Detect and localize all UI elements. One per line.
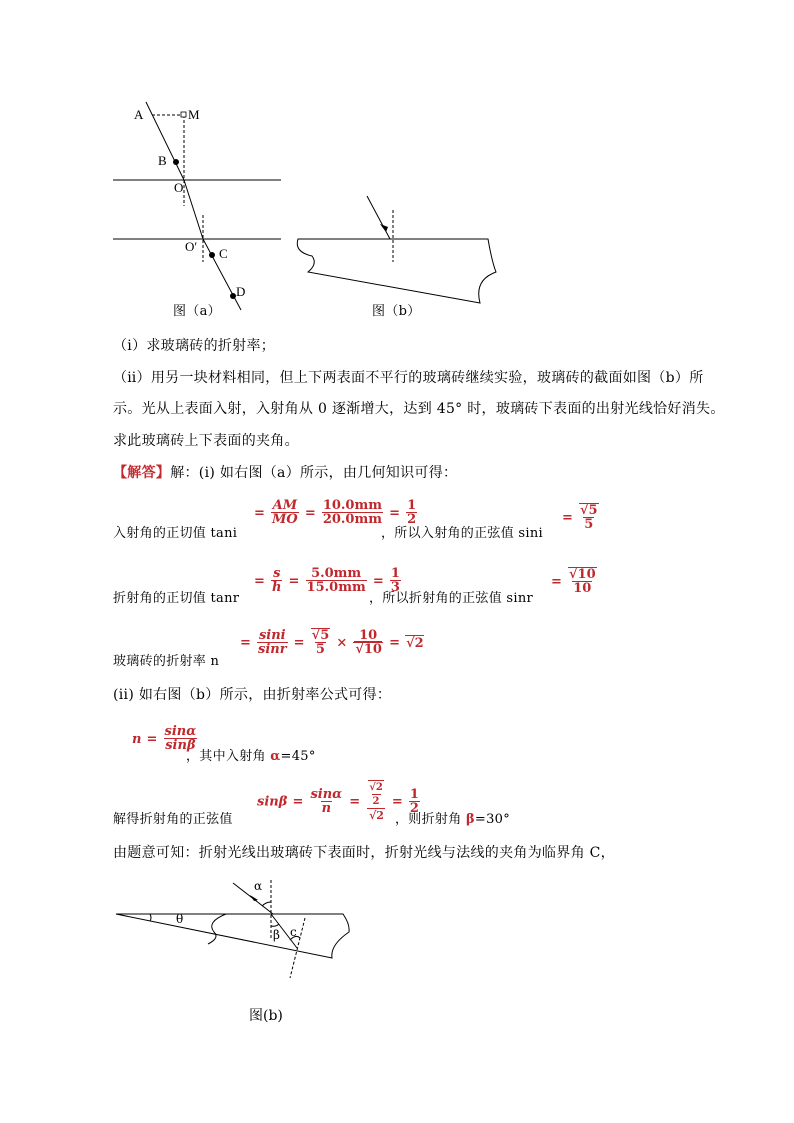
part2-intro: (ii) 如右图（b）所示，由折射率公式可得：: [113, 687, 392, 703]
label-a: A: [134, 107, 144, 122]
question-part2-line2: 示。光从上表面入射，入射角从 0 逐渐增大，达到 45° 时，玻璃砖下表面的出射光线恰好消失。: [113, 401, 725, 417]
sinr-formula: = $\frac{√10}{10}$: [551, 567, 596, 596]
tani-mid: ，所以入射角的正弦值 sini: [381, 526, 543, 541]
label-d: D: [236, 284, 246, 299]
label-c: C: [219, 246, 228, 261]
question-part1: （ⅰ）求玻璃砖的折射率；: [113, 338, 276, 354]
tani-formula: = $\frac{AM}{MO}$ = $\frac{10.0mm}{20.0mm}$ = $\frac{1}{2}$: [254, 498, 417, 527]
label-theta: θ: [176, 912, 184, 926]
alpha-arc: [262, 902, 271, 906]
label-o-prime: O′: [185, 239, 198, 254]
label-alpha: α: [254, 879, 263, 893]
n-formula: = $\frac{\sin i}{\sin r}$ = $\frac{√5}{5}$ × $\frac{10}{√10}$ = √2: [240, 627, 424, 657]
glass-wedge-outline: [116, 914, 349, 958]
tanr-mid: ，所以折射角的正弦值 sinr: [369, 591, 534, 606]
label-o: O: [174, 180, 184, 195]
figure-a-caption: 图（a）: [173, 304, 221, 319]
question-part2-line3: 求此玻璃砖上下表面的夹角。: [113, 433, 299, 449]
sini-formula: = $\frac{√5}{5}$: [562, 503, 598, 532]
conclusion: 由题意可知：折射光线出玻璃砖下表面时，折射光线与法线的夹角为临界角 C，: [113, 845, 615, 861]
sinb-label: 解得折射角的正弦值: [113, 812, 233, 827]
n-sin-formula: n = $\frac{\sin\alpha}{\sin\beta}$: [132, 724, 197, 753]
question-part2-line1: （ⅱ）用另一块材料相同，但上下两表面不平行的玻璃砖继续实验，玻璃砖的截面如图（b）所: [113, 370, 704, 386]
figure-b-caption: 图（b）: [372, 304, 421, 319]
figure-b2-caption: 图(b): [249, 1008, 283, 1024]
beta-note-line: ，则折射角 β=30°: [395, 812, 511, 827]
break-left: [208, 914, 226, 944]
tani-label: 入射角的正切值 tani: [113, 526, 238, 541]
arrow-head-b2: [250, 895, 258, 901]
answer-intro: 解：(i) 如右图（a）所示，由几何知识可得：: [170, 465, 458, 481]
tanr-formula: = $\frac{s}{h}$ = $\frac{5.0mm}{15.0mm}$ = $\frac{1}{3}$: [254, 566, 400, 595]
beta-arc: [271, 924, 279, 926]
label-b: B: [158, 153, 167, 168]
n-label: 玻璃砖的折射率 n: [113, 654, 220, 669]
label-m: M: [188, 107, 200, 122]
alpha-note-line: ，其中入射角 α=45°: [186, 749, 316, 764]
answer-tag: 【解答】: [113, 465, 171, 481]
label-beta: β: [273, 928, 280, 942]
theta-arc: [150, 914, 151, 921]
label-c-angle: c: [290, 925, 297, 939]
tanr-label: 折射角的正切值 tanr: [113, 591, 240, 606]
sinb-formula: sinβ = $\frac{\sin\alpha}{n}$ = $\frac{\frac{√2}{2}}{√2}$ = $\frac{1}{2}$: [257, 782, 419, 822]
